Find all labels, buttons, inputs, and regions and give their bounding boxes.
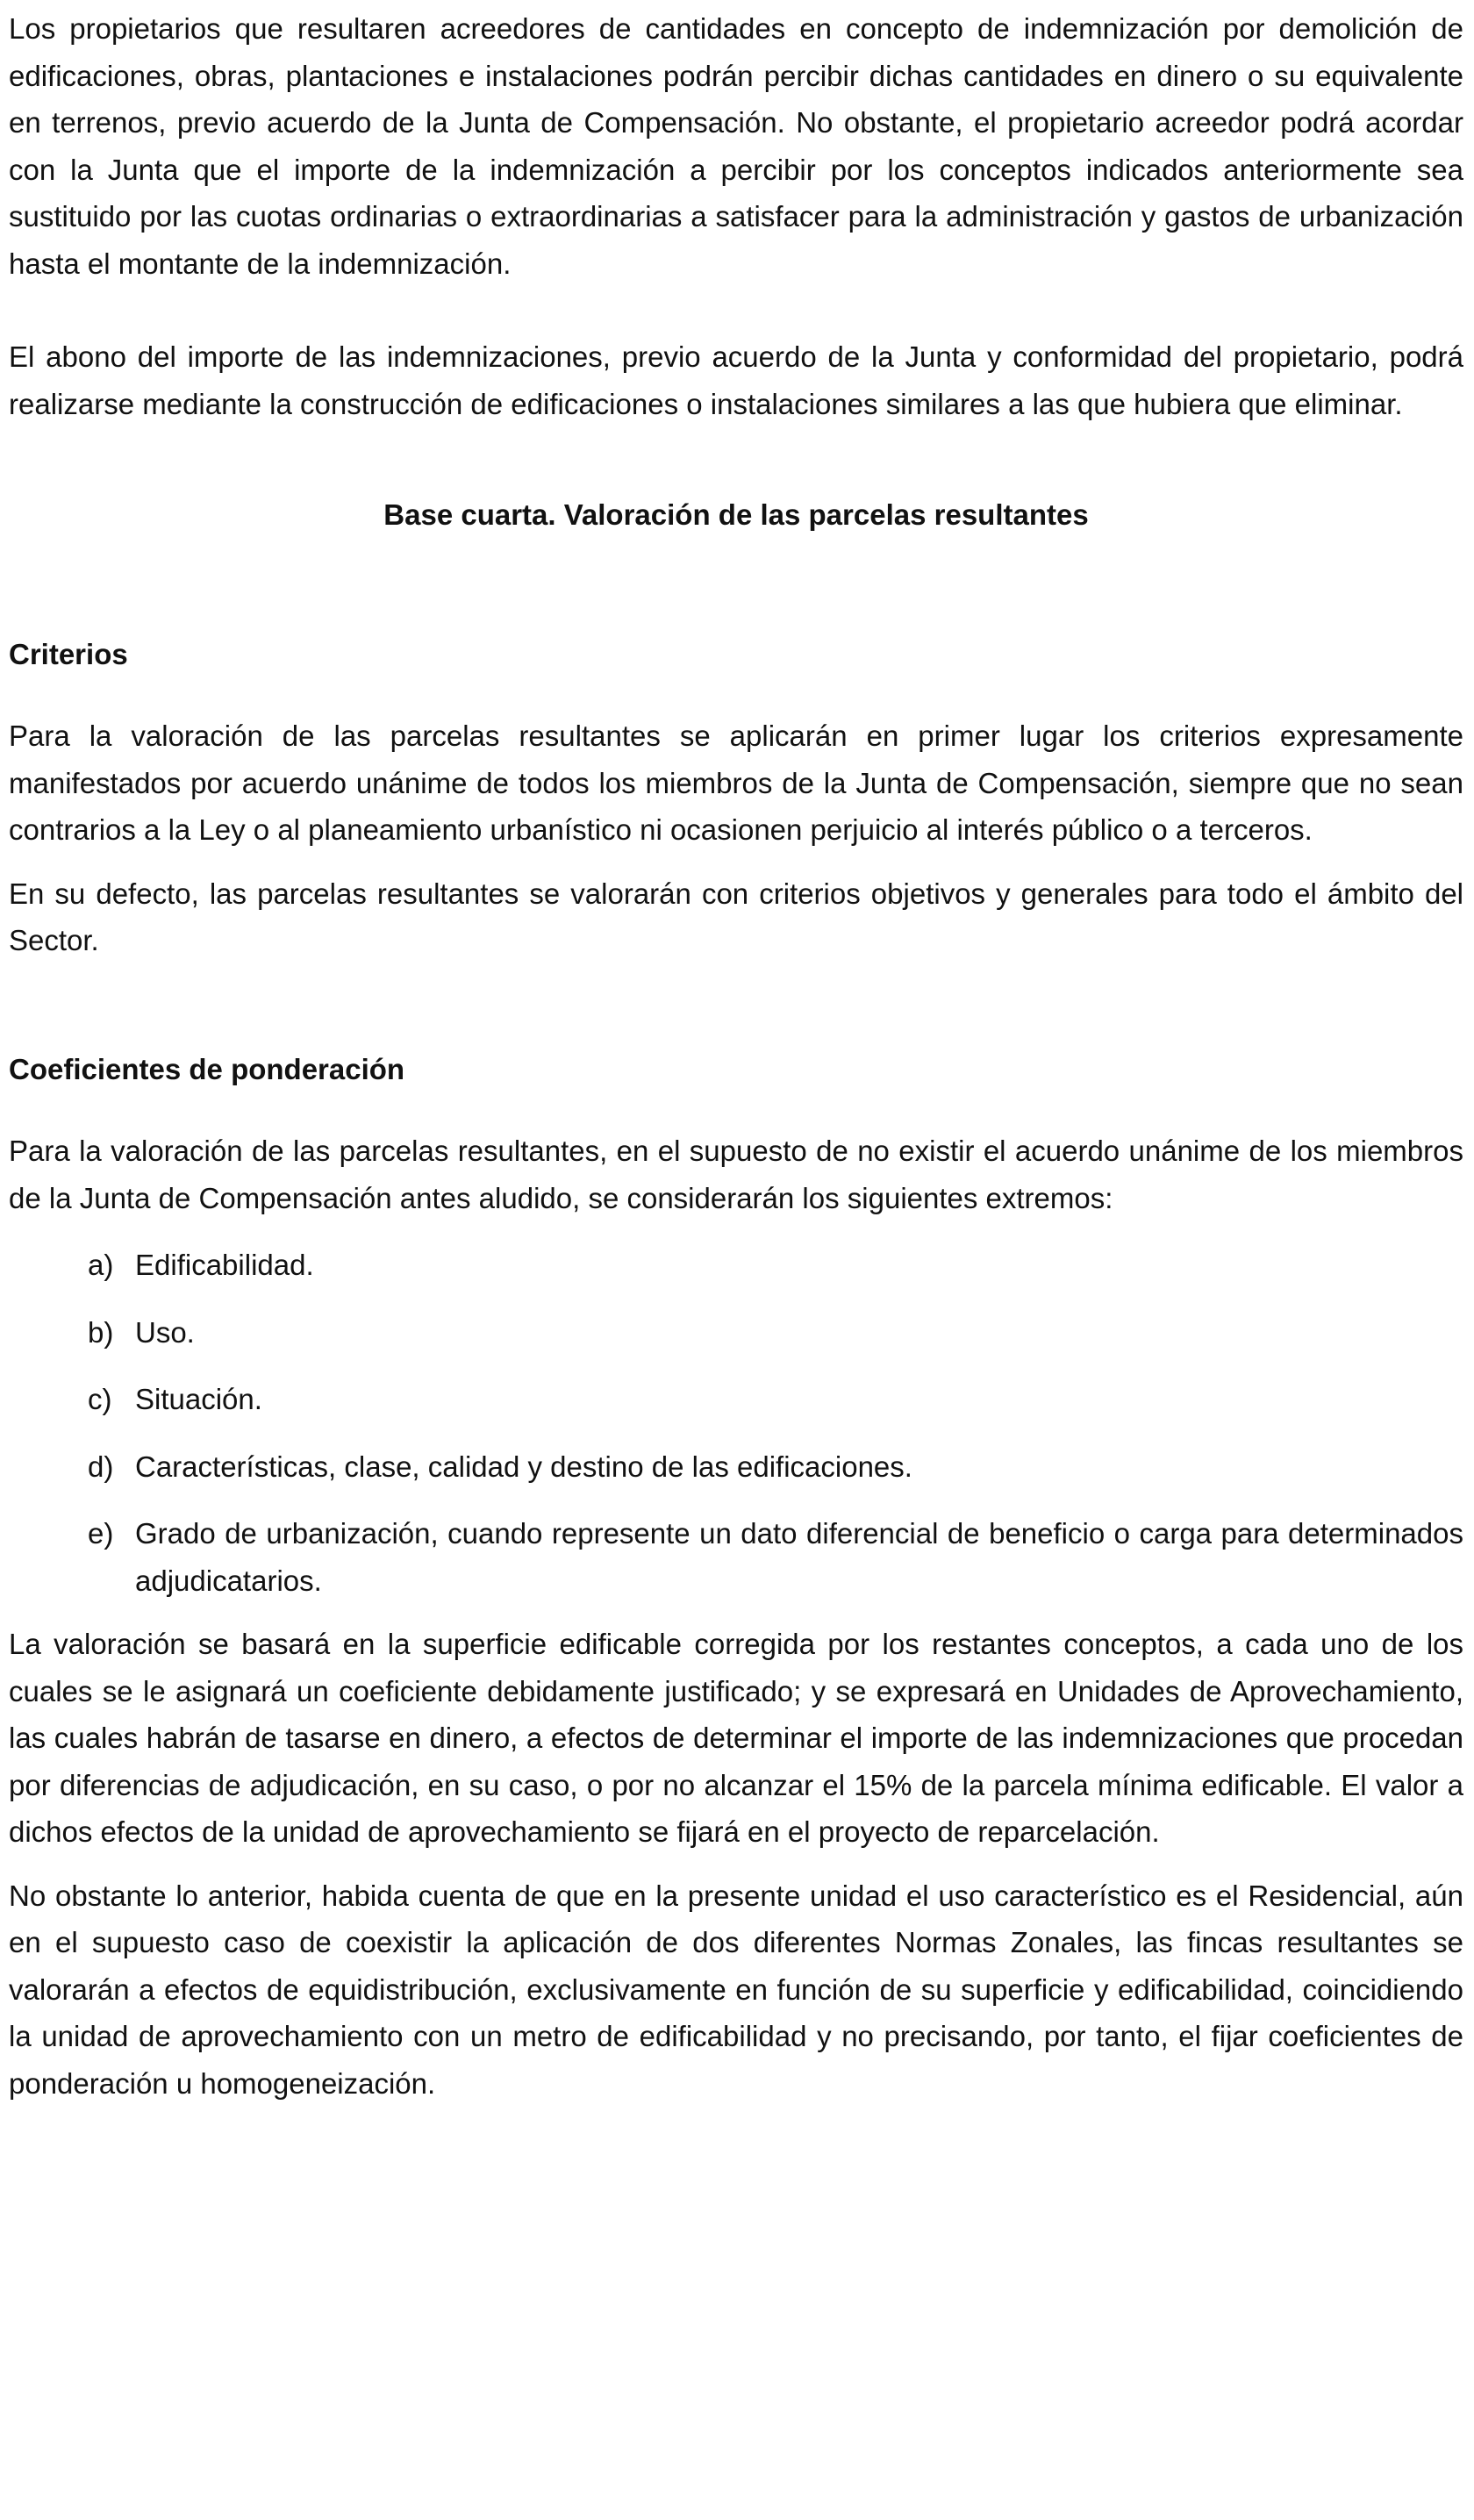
document-page — [9, 0, 1463, 2107]
paragraph-no-obstante: No obstante lo anterior, habida cuenta de que en la presente unidad el uso característico es el Residencial, aún en el supuesto caso de coexistir la aplicación de dos diferentes Normas Zonales, las fincas resultantes se valorarán a efectos de equidistribución, exclusivamente en función de su superficie y edificabilidad, coincidiendo la unidad de aprovechamiento con un metro de edificabilidad y no precisando, por tanto, el fijar coeficientes de ponderación u homogeneización. — [9, 1879, 1463, 2100]
list-item-text: Grado de urbanización, cuando represente un dato diferencial de beneficio o carga para determinados adjudicatarios. — [135, 1517, 1463, 1597]
list-item-text: Edificabilidad. — [135, 1249, 314, 1281]
paragraph-coeficientes-intro: Para la valoración de las parcelas resultantes, en el supuesto de no existir el acuerdo unánime de los miembros de la Junta de Compensación antes aludido, se considerarán los siguientes extremos: — [9, 1135, 1463, 1214]
extremos-list — [9, 1242, 1463, 1604]
list-marker: a) — [88, 1249, 114, 1281]
heading-criterios: Criterios — [9, 637, 128, 670]
list-item-text: Situación. — [135, 1383, 262, 1415]
list-item — [9, 1510, 1463, 1604]
list-item — [9, 1443, 1463, 1491]
paragraph-valoracion-superficie: La valoración se basará en la superficie edificable corregida por los restantes conceptos, a cada uno de los cuales se le asignará un coeficiente debidamente justificado; y se expresará en Unidades de Aprovechamiento, las cuales habrán de tasarse en dinero, a efectos de determinar el importe de las indemnizaciones que procedan por diferencias de adjudicación, en su caso, o por no alcanzar el 15% de la parcela mínima edificable. El valor a dichos efectos de la unidad de aprovechamiento se fijará en el proyecto de reparcelación. — [9, 1628, 1463, 1848]
paragraph-criterios-primer: Para la valoración de las parcelas resultantes se aplicarán en primer lugar los criterios expresamente manifestados por acuerdo unánime de todos los miembros de la Junta de Compensación, siempre que no sean contrarios a la Ley o al planeamiento urbanístico ni ocasionen perjuicio al interés público o a terceros. — [9, 719, 1463, 846]
list-marker: b) — [88, 1315, 114, 1349]
list-marker: d) — [88, 1450, 114, 1483]
paragraph-abono: El abono del importe de las indemnizaciones, previo acuerdo de la Junta y conformidad del propietario, podrá realizarse mediante la construcción de edificaciones o instalaciones similares a las que hubiera que eliminar. — [9, 340, 1463, 420]
section-title: Base cuarta. Valoración de las parcelas resultantes — [383, 498, 1089, 531]
list-marker: c) — [88, 1383, 112, 1415]
heading-coeficientes: Coeficientes de ponderación — [9, 1052, 405, 1085]
list-item-text: Características, clase, calidad y destino de las edificaciones. — [135, 1450, 912, 1483]
paragraph-indemnizacion: Los propietarios que resultaren acreedores de cantidades en concepto de indemnización por demolición de edificaciones, obras, plantaciones e instalaciones podrán percibir dichas cantidades en dinero o su equivalente en terrenos, previo acuerdo de la Junta de Compensación. No obstante, el propietario acreedor podrá acordar con la Junta que el importe de la indemnización a percibir por los conceptos indicados anteriormente sea sustituido por las cuotas ordinarias o extraordinarias a satisfacer para la administración y gastos de urbanización hasta el montante de la indemnización. — [9, 12, 1463, 280]
list-item-text: Uso. — [135, 1315, 195, 1349]
list-item — [9, 1376, 1463, 1423]
list-item — [9, 1242, 1463, 1289]
list-item — [9, 1309, 1463, 1357]
paragraph-criterios-defecto: En su defecto, las parcelas resultantes se valorarán con criterios objetivos y generales para todo el ámbito del Sector. — [9, 877, 1463, 956]
list-marker: e) — [88, 1517, 114, 1550]
